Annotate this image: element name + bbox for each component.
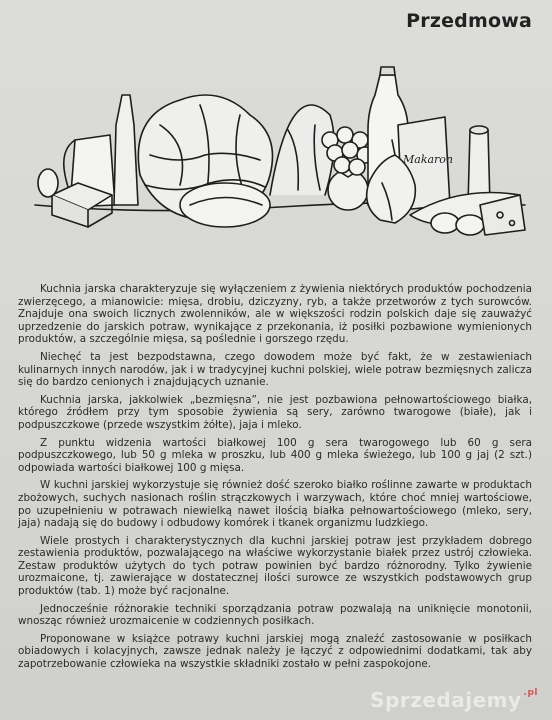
paragraph: Z punktu widzenia wartości białkowej 100 g sera twarogowego lub 60 g sera podpuszczkowego, lub 50 g mleka w proszku, lub 400 g mleka świeżego, lub 100 g jaj (2 szt.) odpowiada wartości białkowej 100 g mięsa.	[18, 436, 532, 474]
paragraph: Niechęć ta jest bezpodstawna, czego dowodem może być fakt, że w zestawieniach kulinarnych innych narodów, jak i w tradycyjnej kuchni polskiej, wiele potraw bezmięsnych zalicza się do bardzo cenionych i znajdujących uznanie.	[18, 350, 532, 389]
makaron-label: Makaron	[403, 153, 454, 166]
vegetables-illustration-icon	[30, 55, 530, 240]
paragraph: Kuchnia jarska, jakkolwiek „bezmięsna”, nie jest pozbawiona pełnowartościowego białka, którego źródłem przy tym sposobie żywienia są sery, zarówno twarogowe (białe), jak i podpuszczkowe (przede wszystkim żółte), jaja i mleko.	[18, 393, 532, 431]
paragraph: Jednocześnie różnorakie techniki sporządzania potraw pozwalają na uniknięcie monotonii, wnosząc również urozmaicenie w codziennych posiłkach.	[18, 602, 532, 628]
preface-text	[18, 283, 532, 676]
paragraph: Proponowane w książce potrawy kuchni jarskiej mogą znaleźć zastosowanie w posiłkach obiadowych i kolacyjnych, zawsze jednak należy je łączyć z odpowiednimi dodatkami, tak aby zapotrzebowanie człowieka na wszystkie składniki zostało w pełni zaspokojone.	[18, 632, 532, 671]
watermark-tld: .pl	[523, 688, 538, 698]
watermark	[370, 688, 538, 712]
paragraph: W kuchni jarskiej wykorzystuje się również dość szeroko białko roślinne zawarte w produktach zbożowych, suchych nasionach roślin strączkowych i warzywach, które choć mniej wartościowe, po uzupełnieniu w potrawach niewielką nawet ilością białka pełnowartościowego (mleko, sery, jaja) nadają się do budowy i odbudowy komórek i tkanek organizmu ludzkiego.	[18, 479, 532, 530]
page-title: Przedmowa	[406, 10, 532, 32]
paragraph: Wiele prostych i charakterystycznych dla kuchni jarskiej potraw jest przykładem dobrego zestawienia produktów, pozwalającego na właściwe wykorzystanie białek przez ustrój człowieka. Zestaw produktów użytych do tych potraw powinien być bardzo różnorodny. Tylko żywienie urozmaicone, tj. zawierające w dostatecznej ilości surowce ze wszystkich podstawowych grup produktów (tab. 1) może być racjonalne.	[18, 534, 532, 598]
paragraph: Kuchnia jarska charakteryzuje się wyłączeniem z żywienia niektórych produktów pochodzenia zwierzęcego, a mianowicie: mięsa, drobiu, dziczyzny, ryb, a także przetworów z tych surowców. Znajduje ona swoich licznych zwolenników, ale w większości rodzin polskich daje się zauważyć uprzedzenie do jarskich potraw, wynikające z przekonania, iż posiłki pozbawione wymienionych produktów, a szczególnie mięsa, są poślednie i gorszego rzędu.	[18, 283, 532, 346]
watermark-text: Sprzedajemy	[370, 688, 522, 712]
